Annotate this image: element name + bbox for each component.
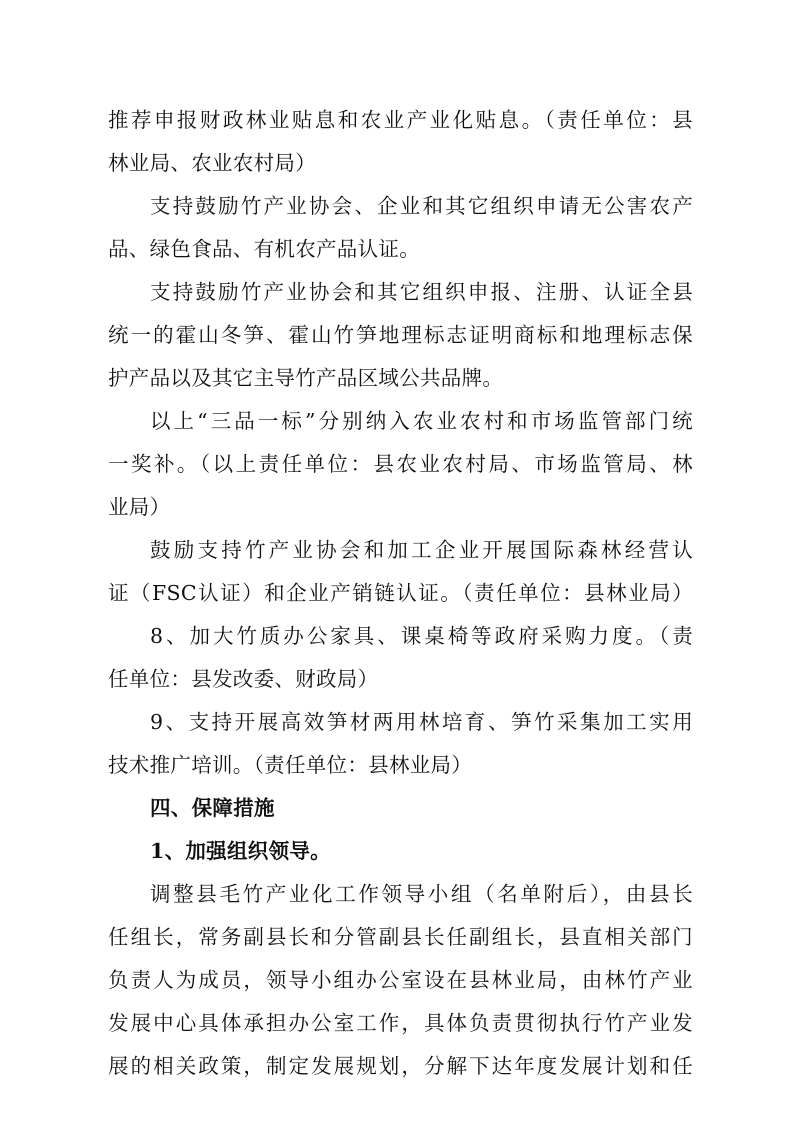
paragraph-line: 鼓励支持竹产业协会和加工企业开展国际森林经营认 [150,538,693,562]
text-line: 业局） [108,495,171,519]
text-line: 护产品以及其它主导竹产品区域公共品牌。 [108,366,504,390]
text-line: 任单位：县发改委、财政局） [108,667,379,691]
paragraph-line: 调整县毛竹产业化工作领导小组（名单附后），由县长 [150,882,693,906]
text-line: 展的相关政策，制定发展规划，分解下达年度发展计划和任 [108,1054,693,1078]
subsection-heading: 1、加强组织领导。 [150,839,331,863]
text-line: 统一的霍山冬笋、霍山竹笋地理标志证明商标和地理标志保 [108,323,693,347]
section-heading: 四、保障措施 [150,796,275,820]
text-line: 证（FSC认证）和企业产销链认证。（责任单位：县林业局） [108,581,693,605]
paragraph-line: 以上“三品一标”分别纳入农业农村和市场监管部门统 [150,409,693,433]
text-line: 品、绿色食品、有机农产品认证。 [108,237,420,261]
text-line: 技术推广培训。（责任单位：县林业局） [108,753,473,777]
text-line: 林业局、农业农村局） [108,151,316,175]
text-line: 发展中心具体承担办公室工作，具体负责贯彻执行竹产业发 [108,1011,693,1035]
paragraph-line: 9、支持开展高效笋材两用林培育、笋竹采集加工实用 [150,710,693,734]
paragraph-line: 支持鼓励竹产业协会和其它组织申报、注册、认证全县 [150,280,693,304]
paragraph-line: 支持鼓励竹产业协会、企业和其它组织申请无公害农产 [150,194,693,218]
text-line: 推荐申报财政林业贴息和农业产业化贴息。（责任单位：县 [108,108,693,132]
text-line: 任组长，常务副县长和分管副县长任副组长，县直相关部门 [108,925,693,949]
text-line: 负责人为成员，领导小组办公室设在县林业局，由林竹产业 [108,968,693,992]
text-line: 一奖补。（以上责任单位：县农业农村局、市场监管局、林 [108,452,693,476]
paragraph-line: 8、加大竹质办公家具、课桌椅等政府采购力度。（责 [150,624,693,648]
